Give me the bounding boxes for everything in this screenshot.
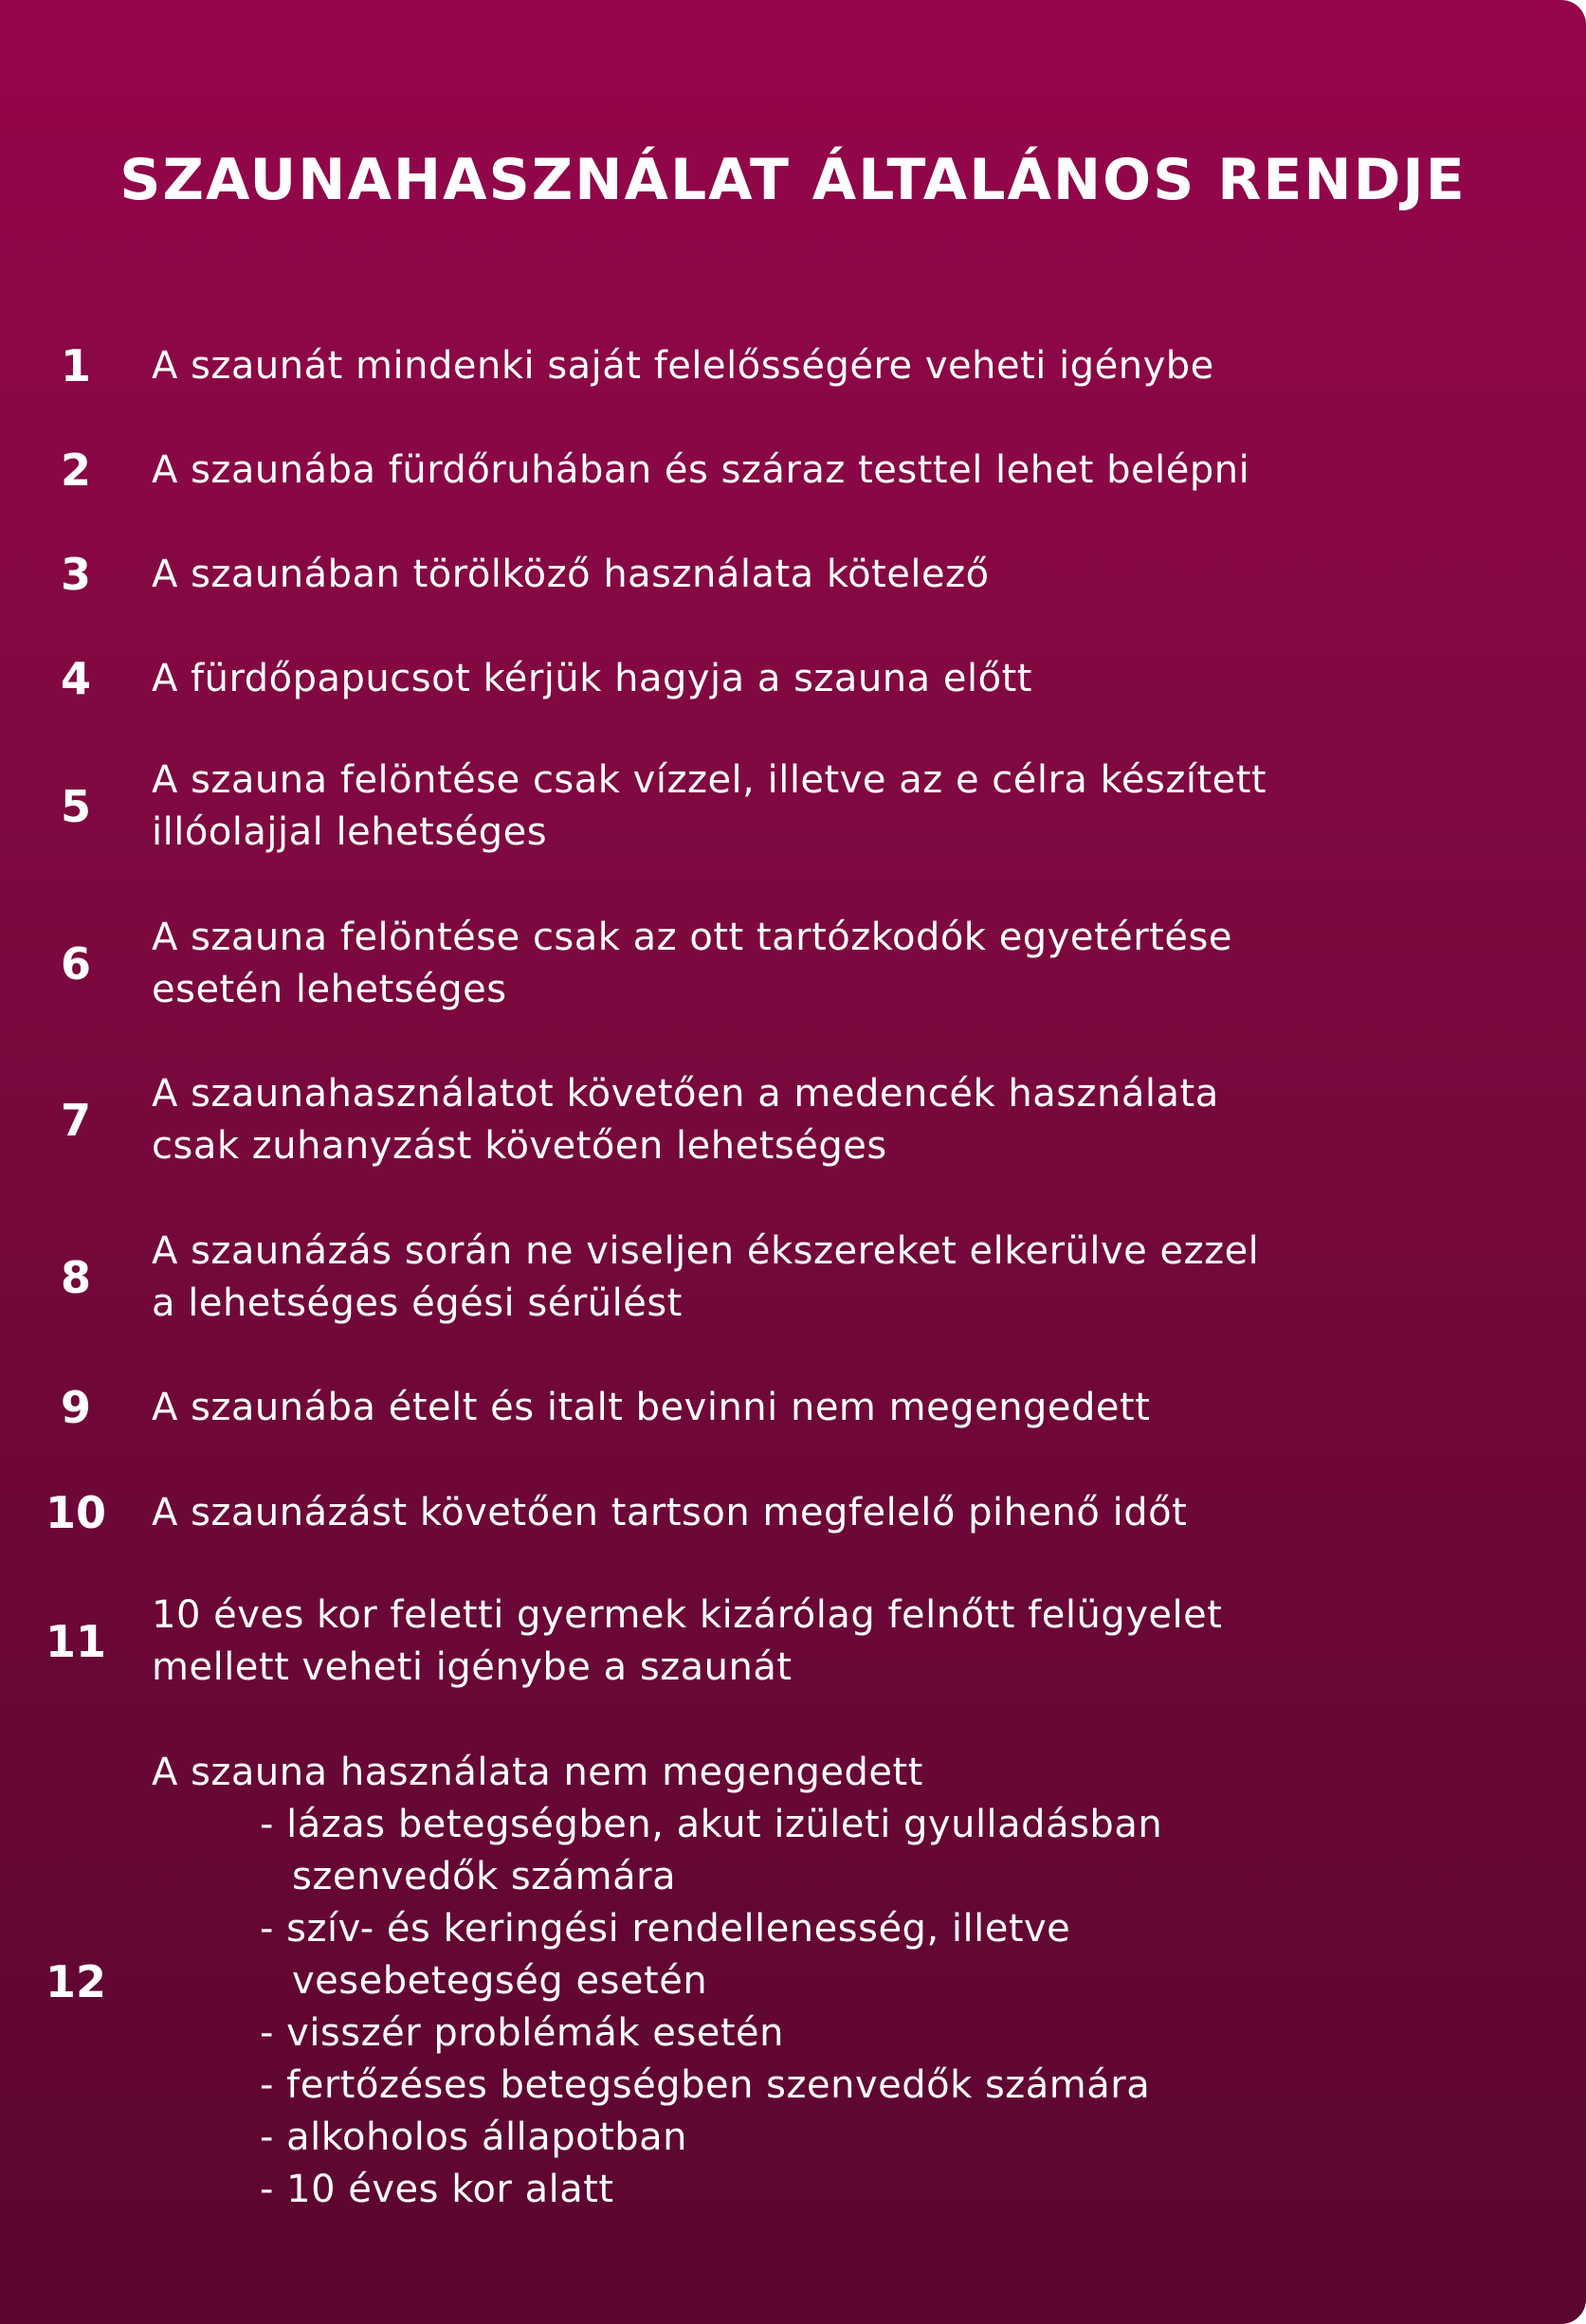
rule-line: esetén lehetséges xyxy=(152,968,507,1011)
rule-line: A szaunázást követően tartson megfelelő pihenő időt xyxy=(152,1490,1188,1534)
rule-sub-item xyxy=(152,2112,1373,2164)
rule-item xyxy=(0,1379,1586,1436)
rule-number: 6 xyxy=(60,938,91,990)
rule-number: 10 xyxy=(45,1487,106,1538)
rule-sub-item xyxy=(152,2007,1373,2060)
poster-title: SZAUNAHASZNÁLAT ÁLTALÁNOS RENDJE xyxy=(119,147,1467,213)
rule-text xyxy=(152,445,1249,497)
rule-sub-item xyxy=(152,2060,1373,2112)
rule-line: A szaunába ételt és italt bevinni nem megengedett xyxy=(152,1385,1151,1429)
rule-text xyxy=(152,1382,1150,1434)
rule-sub-text: - 10 éves kor alatt xyxy=(260,2168,614,2211)
rule-line: illóolajjal lehetséges xyxy=(152,810,548,854)
rule-number: 4 xyxy=(60,653,91,704)
rule-sub-text: - szív- és keringési rendellenesség, illetve vesebetegség esetén xyxy=(260,1907,1071,2003)
rule-item xyxy=(0,912,1586,1016)
rule-sub-text: - alkoholos állapotban xyxy=(260,2115,687,2159)
rule-text xyxy=(152,1226,1259,1330)
rule-number: 5 xyxy=(60,781,91,832)
rule-number: 8 xyxy=(60,1252,91,1303)
rule-line: A fürdőpapucsot kérjük hagyja a szauna előtt xyxy=(152,656,1032,700)
rule-item xyxy=(0,1226,1586,1330)
rule-number: 11 xyxy=(45,1616,106,1667)
rule-item xyxy=(0,1747,1586,2216)
rule-line: mellett veheti igénybe a szaunát xyxy=(152,1645,793,1689)
rule-text xyxy=(152,1589,1222,1694)
rule-number: 3 xyxy=(60,549,91,600)
rule-item xyxy=(0,442,1586,499)
rule-line: csak zuhanyzást követően lehetséges xyxy=(152,1124,887,1168)
rule-item xyxy=(0,754,1586,859)
rule-sub-text: - fertőzéses betegségben szenvedők számára xyxy=(260,2063,1151,2107)
rule-text xyxy=(152,1068,1219,1172)
rule-text xyxy=(152,1487,1187,1539)
rule-line: A szaunát mindenki saját felelősségére veheti igénybe xyxy=(152,343,1214,388)
rule-item xyxy=(0,1484,1586,1541)
rule-text xyxy=(152,340,1214,392)
rule-sub-text: - visszér problémák esetén xyxy=(260,2011,784,2055)
rule-sub-text: - lázas betegségben, akut izületi gyulladásban szenvedők számára xyxy=(260,1803,1163,1898)
rule-number: 7 xyxy=(60,1095,91,1146)
rule-sub-item xyxy=(152,1903,1373,2007)
rule-text xyxy=(152,912,1232,1016)
rule-line: A szaunában törölköző használata kötelező xyxy=(152,552,990,596)
rule-item xyxy=(0,546,1586,603)
rule-item xyxy=(0,650,1586,707)
rule-item xyxy=(0,1589,1586,1694)
rule-text xyxy=(152,754,1267,859)
rule-line: a lehetséges égési sérülést xyxy=(152,1281,683,1325)
rule-number: 12 xyxy=(45,1955,106,2007)
rule-text xyxy=(152,549,990,601)
rule-number: 2 xyxy=(60,445,91,496)
rule-line: A szaunázás során ne viseljen ékszereket elkerülve ezzel xyxy=(152,1229,1260,1273)
rule-sub-item xyxy=(152,2164,1373,2216)
rule-sub-item xyxy=(152,1799,1373,1903)
rule-line: A szauna használata nem megengedett xyxy=(152,1751,923,1794)
rule-line: A szauna felöntése csak vízzel, illetve az e célra készített xyxy=(152,758,1267,802)
rule-line: 10 éves kor feletti gyermek kizárólag felnőtt felügyelet xyxy=(152,1593,1223,1637)
rule-line: A szauna felöntése csak az ott tartózkodók egyetértése xyxy=(152,916,1232,959)
rule-number: 1 xyxy=(60,340,91,391)
rule-item xyxy=(0,1068,1586,1172)
rule-line: A szaunahasználatot követően a medencék használata xyxy=(152,1072,1219,1116)
rule-item xyxy=(0,337,1586,394)
rule-number: 9 xyxy=(60,1382,91,1433)
rule-text xyxy=(152,653,1032,705)
rule-line: A szaunába fürdőruhában és száraz testtel lehet belépni xyxy=(152,447,1250,492)
rule-text xyxy=(152,1747,1373,2216)
